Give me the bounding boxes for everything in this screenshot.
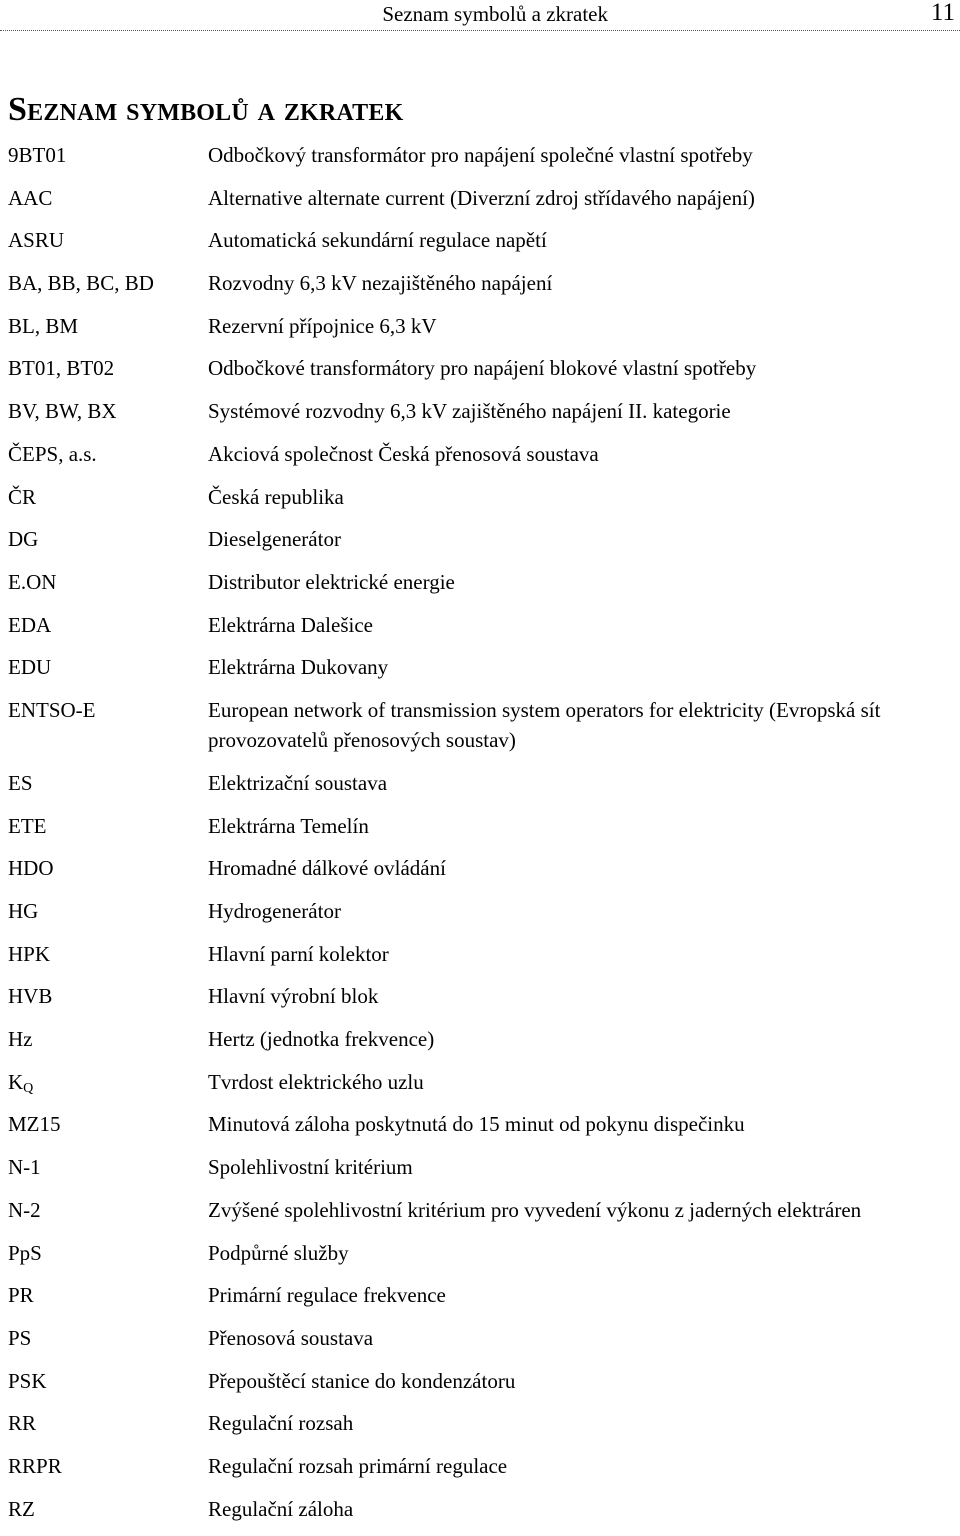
abbreviation-definition: Regulační rozsah primární regulace [208, 1453, 508, 1478]
abbreviation: PS [8, 1325, 32, 1350]
abbreviation: ČR [8, 484, 37, 509]
abbreviation: BA, BB, BC, BD [8, 271, 154, 296]
abbreviation-definition: Hlavní parní kolektor [208, 941, 389, 966]
abbreviation-row [8, 853, 960, 896]
abbreviation-row [8, 353, 960, 396]
abbreviation-row [8, 1366, 960, 1409]
abbreviation: Hz [8, 1027, 33, 1052]
abbreviation: ETE [8, 813, 47, 838]
page-header [0, 0, 960, 31]
abbreviation: RZ [8, 1496, 35, 1521]
abbreviation: ASRU [8, 228, 65, 253]
abbreviation-row [8, 652, 960, 695]
abbreviation-row [8, 981, 960, 1024]
abbreviation: N-2 [8, 1197, 41, 1222]
abbreviation-base: K [8, 1069, 24, 1094]
abbreviation-row [8, 1152, 960, 1195]
abbreviation-definition: Minutová záloha poskytnutá do 15 minut od pokynu dispečinku [208, 1112, 745, 1137]
abbreviation-definition: Akciová společnost Česká přenosová soustava [208, 441, 599, 466]
abbreviation-definition: Odbočkové transformátory pro napájení blokové vlastní spotřeby [208, 356, 757, 381]
abbreviation: RRPR [8, 1453, 62, 1478]
abbreviation-row [8, 268, 960, 311]
abbreviation-definition: Regulační záloha [208, 1496, 354, 1521]
abbreviation-row [8, 1494, 960, 1536]
abbreviation-row [8, 1195, 960, 1238]
abbreviation-definition: Elektrárna Dalešice [208, 612, 373, 637]
abbreviation-definition: Hromadné dálkové ovládání [208, 856, 446, 881]
abbreviation-row [8, 939, 960, 982]
abbreviation-row [8, 396, 960, 439]
abbreviation: N-1 [8, 1155, 41, 1180]
abbreviation-definition: Hlavní výrobní blok [208, 984, 379, 1009]
abbreviation-definition: European network of transmission system operators for elektricity (Evropská sít provozovatelů přenosových soustav) [208, 697, 881, 752]
abbreviation-row [8, 1067, 960, 1110]
abbreviation-definition: Spolehlivostní kritérium [208, 1155, 413, 1180]
abbreviation: BL, BM [8, 313, 79, 338]
abbreviation: EDA [8, 612, 52, 637]
abbreviation: HG [8, 899, 39, 923]
abbreviation-definition: Hertz (jednotka frekvence) [208, 1027, 435, 1052]
section-heading: Seznam symbolů a zkratek [8, 91, 404, 128]
abbreviation-list [8, 140, 960, 1536]
abbreviation: HDO [8, 856, 54, 881]
abbreviation-definition: Tvrdost elektrického uzlu [208, 1069, 424, 1094]
abbreviation-row [8, 140, 960, 183]
abbreviation-row [8, 1024, 960, 1067]
abbreviation-definition: Odbočkový transformátor pro napájení společné vlastní spotřeby [208, 143, 753, 167]
page-number: 11 [930, 0, 955, 26]
abbreviation: ČEPS, a.s. [8, 441, 97, 466]
abbreviation-definition: Rozvodny 6,3 kV nezajištěného napájení [208, 271, 553, 296]
abbreviation: RR [8, 1411, 37, 1436]
abbreviation: MZ15 [8, 1112, 61, 1137]
abbreviation [8, 1067, 33, 1104]
abbreviation: EDU [8, 655, 52, 680]
abbreviation: AAC [8, 185, 53, 210]
abbreviation: DG [8, 527, 39, 552]
abbreviation-row [8, 1109, 960, 1152]
abbreviation: 9BT01 [8, 143, 67, 167]
abbreviation-row [8, 183, 960, 226]
abbreviation: ENTSO-E [8, 697, 96, 722]
abbreviation-row [8, 482, 960, 525]
abbreviation-row [8, 1323, 960, 1366]
abbreviation-definition: Automatická sekundární regulace napětí [208, 228, 547, 253]
abbreviation: HPK [8, 941, 51, 966]
running-header-title: Seznam symbolů a zkratek [382, 2, 608, 26]
abbreviation-definition: Distributor elektrické energie [208, 569, 455, 594]
abbreviation-definition: Přepouštěcí stanice do kondenzátoru [208, 1368, 516, 1393]
abbreviation-definition: Česká republika [208, 484, 344, 509]
abbreviation-row [8, 1280, 960, 1323]
abbreviation-row [8, 896, 960, 939]
abbreviation-subscript: Q [23, 1080, 34, 1096]
abbreviation-definition: Hydrogenerátor [208, 899, 341, 923]
abbreviation-row [8, 1238, 960, 1281]
abbreviation-definition: Systémové rozvodny 6,3 kV zajištěného napájení II. kategorie [208, 399, 731, 424]
abbreviation-definition: Primární regulace frekvence [208, 1283, 446, 1308]
abbreviation: ES [8, 770, 33, 795]
abbreviation-row [8, 768, 960, 811]
abbreviation-row [8, 524, 960, 567]
abbreviation-row [8, 1408, 960, 1451]
abbreviation-row [8, 439, 960, 482]
abbreviation-row [8, 567, 960, 610]
abbreviation: PSK [8, 1368, 47, 1393]
abbreviation: BV, BW, BX [8, 399, 117, 424]
abbreviation: HVB [8, 984, 53, 1009]
abbreviation: BT01, BT02 [8, 356, 115, 381]
abbreviation-definition: Podpůrné služby [208, 1240, 349, 1265]
abbreviation-definition: Elektrárna Temelín [208, 813, 369, 838]
abbreviation-definition: Regulační rozsah [208, 1411, 354, 1436]
abbreviation-definition: Zvýšené spolehlivostní kritérium pro vyvedení výkonu z jaderných elektráren [208, 1197, 862, 1222]
abbreviation-row [8, 1451, 960, 1494]
abbreviation-definition: Rezervní přípojnice 6,3 kV [208, 313, 437, 338]
abbreviation-row [8, 311, 960, 354]
abbreviation-row [8, 610, 960, 653]
abbreviation-row [8, 225, 960, 268]
abbreviation-definition: Elektrárna Dukovany [208, 655, 389, 680]
abbreviation: PpS [8, 1240, 42, 1265]
abbreviation-definition: Alternative alternate current (Diverzní zdroj střídavého napájení) [208, 185, 755, 210]
abbreviation: E.ON [8, 569, 57, 594]
abbreviation-definition: Přenosová soustava [208, 1325, 374, 1350]
abbreviation: PR [8, 1283, 34, 1308]
abbreviation-definition: Elektrizační soustava [208, 770, 388, 795]
abbreviation-definition: Dieselgenerátor [208, 527, 341, 552]
abbreviation-row [8, 811, 960, 854]
abbreviation-row [8, 695, 960, 768]
